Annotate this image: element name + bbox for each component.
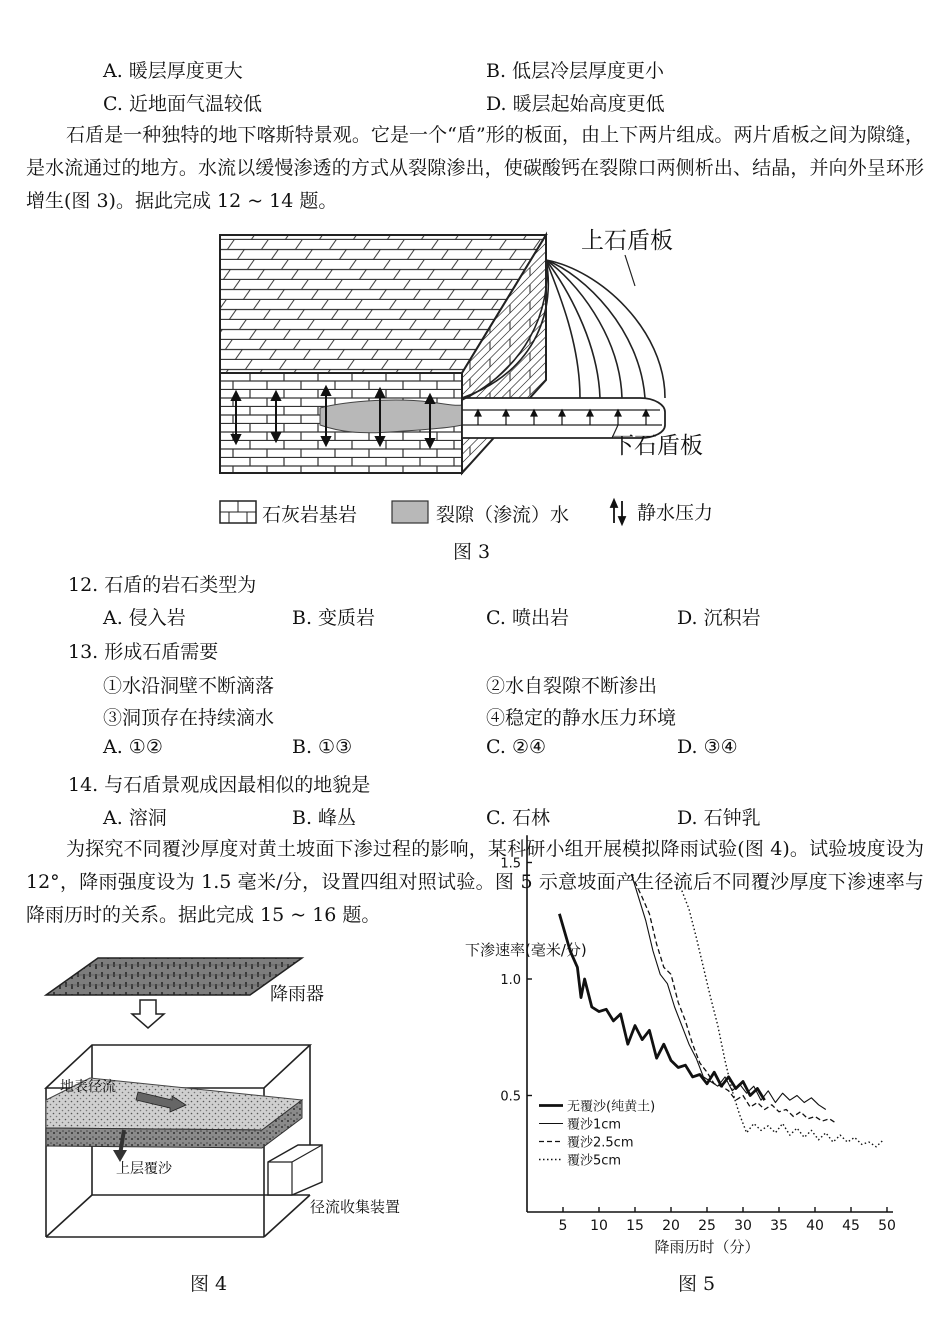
fig3-legend-limestone: 石灰岩基岩 <box>262 504 358 526</box>
x-tick-label: 5 <box>558 1218 568 1234</box>
y-axis-label: 下渗速率(毫米/分) <box>465 941 587 959</box>
q12-stem: 12. 石盾的岩石类型为 <box>68 574 257 596</box>
q12-option-b: B. 变质岩 <box>292 607 376 629</box>
intro-shield-paragraph: 石盾是一种独特的地下喀斯特景观。它是一个“盾”形的板面，由上下两片组成。两片盾板之间为隙缝，是水流通过的地方。水流以缓慢渗透的方式从裂隙渗出，使碳酸钙在裂隙口两侧析出、结晶，并向外呈环形增生(图 3)。据此完成 12 ~ 14 题。 <box>26 124 924 212</box>
q13-item-1: ①水沿洞壁不断滴落 <box>103 675 275 697</box>
intro-loess-paragraph: 为探究不同覆沙厚度对黄土坡面下渗过程的影响，某科研小组开展模拟降雨试验(图 4)。试验坡度设为 12°，降雨强度设为 1.5 毫米/分，设置四组对照试验。图 5 示意坡面产生径流后不同覆沙厚度下渗速率与降雨历时的关系。据此完成 15 ~ 16 题。 <box>26 838 924 926</box>
q13-option-b: B. ①③ <box>292 736 353 758</box>
q13-stem: 13. 形成石盾需要 <box>68 641 219 663</box>
x-tick-label: 45 <box>842 1218 860 1234</box>
figure-4-apparatus <box>40 950 480 1250</box>
x-tick-label: 50 <box>878 1218 896 1234</box>
q14-option-a: A. 溶洞 <box>103 807 167 829</box>
x-tick-label: 15 <box>626 1218 644 1234</box>
fig5-caption: 图 5 <box>678 1273 716 1295</box>
q11-option-b: B. 低层冷层厚度更小 <box>486 60 665 82</box>
x-tick-label: 35 <box>770 1218 788 1234</box>
q14-option-c: C. 石林 <box>486 807 550 829</box>
x-tick-label: 10 <box>590 1218 608 1234</box>
fig3-legend-pressure: 静水压力 <box>637 502 714 524</box>
fig3-label-lower-shield: 下石盾板 <box>611 433 703 459</box>
q11-option-a: A. 暖层厚度更大 <box>103 60 243 82</box>
q14-option-b: B. 峰丛 <box>292 807 357 829</box>
legend-entry-3: 覆沙5cm <box>567 1153 622 1169</box>
y-tick-label: 0.5 <box>500 1089 521 1105</box>
y-tick-label: 1.0 <box>500 973 521 988</box>
fig3-legend-water: 裂隙（渗流）水 <box>436 504 570 526</box>
q13-option-c: C. ②④ <box>486 736 547 758</box>
q11-option-d: D. 暖层起始高度更低 <box>486 93 665 115</box>
q12-option-c: C. 喷出岩 <box>486 607 569 629</box>
fig4-caption: 图 4 <box>190 1273 228 1295</box>
series-line-0 <box>559 914 764 1100</box>
q11-option-c: C. 近地面气温较低 <box>103 93 262 115</box>
x-tick-label: 25 <box>698 1218 716 1234</box>
fig4-label-rain-simulator: 降雨器 <box>270 984 324 1005</box>
fig3-legend-limestone-swatch <box>220 501 256 523</box>
fig3-legend-water-swatch <box>392 501 428 523</box>
legend-entry-1: 覆沙1cm <box>567 1117 622 1133</box>
q14-option-d: D. 石钟乳 <box>677 807 761 829</box>
legend-entry-0: 无覆沙(纯黄土) <box>567 1099 656 1115</box>
fig3-legend-pressure-arrow-icon <box>608 499 628 525</box>
q13-item-2: ②水自裂隙不断渗出 <box>486 675 658 697</box>
q14-stem: 14. 与石盾景观成因最相似的地貌是 <box>68 774 371 796</box>
q13-item-3: ③洞顶存在持续滴水 <box>103 707 275 729</box>
x-tick-label: 30 <box>734 1218 752 1234</box>
q12-option-a: A. 侵入岩 <box>103 607 186 629</box>
x-axis-label: 降雨历时（分） <box>654 1238 760 1256</box>
figure-3-diagram <box>0 220 950 540</box>
q13-item-4: ④稳定的静水压力环境 <box>486 707 677 729</box>
q13-option-a: A. ①② <box>103 736 163 758</box>
fig4-label-sand-layer: 上层覆沙 <box>116 1161 172 1177</box>
fig4-label-collector: 径流收集装置 <box>310 1198 401 1216</box>
q12-option-d: D. 沉积岩 <box>677 607 761 629</box>
q13-option-d: D. ③④ <box>677 736 738 758</box>
legend-entry-2: 覆沙2.5cm <box>567 1135 634 1151</box>
fig3-caption: 图 3 <box>453 541 491 563</box>
fig4-label-surface-runoff: 地表径流 <box>60 1079 116 1095</box>
x-tick-label: 40 <box>806 1218 824 1234</box>
fig3-label-upper-shield: 上石盾板 <box>581 228 673 254</box>
figure-5-chart <box>460 856 910 1265</box>
x-tick-label: 20 <box>662 1218 680 1234</box>
y-tick-label: 1.5 <box>500 856 521 872</box>
